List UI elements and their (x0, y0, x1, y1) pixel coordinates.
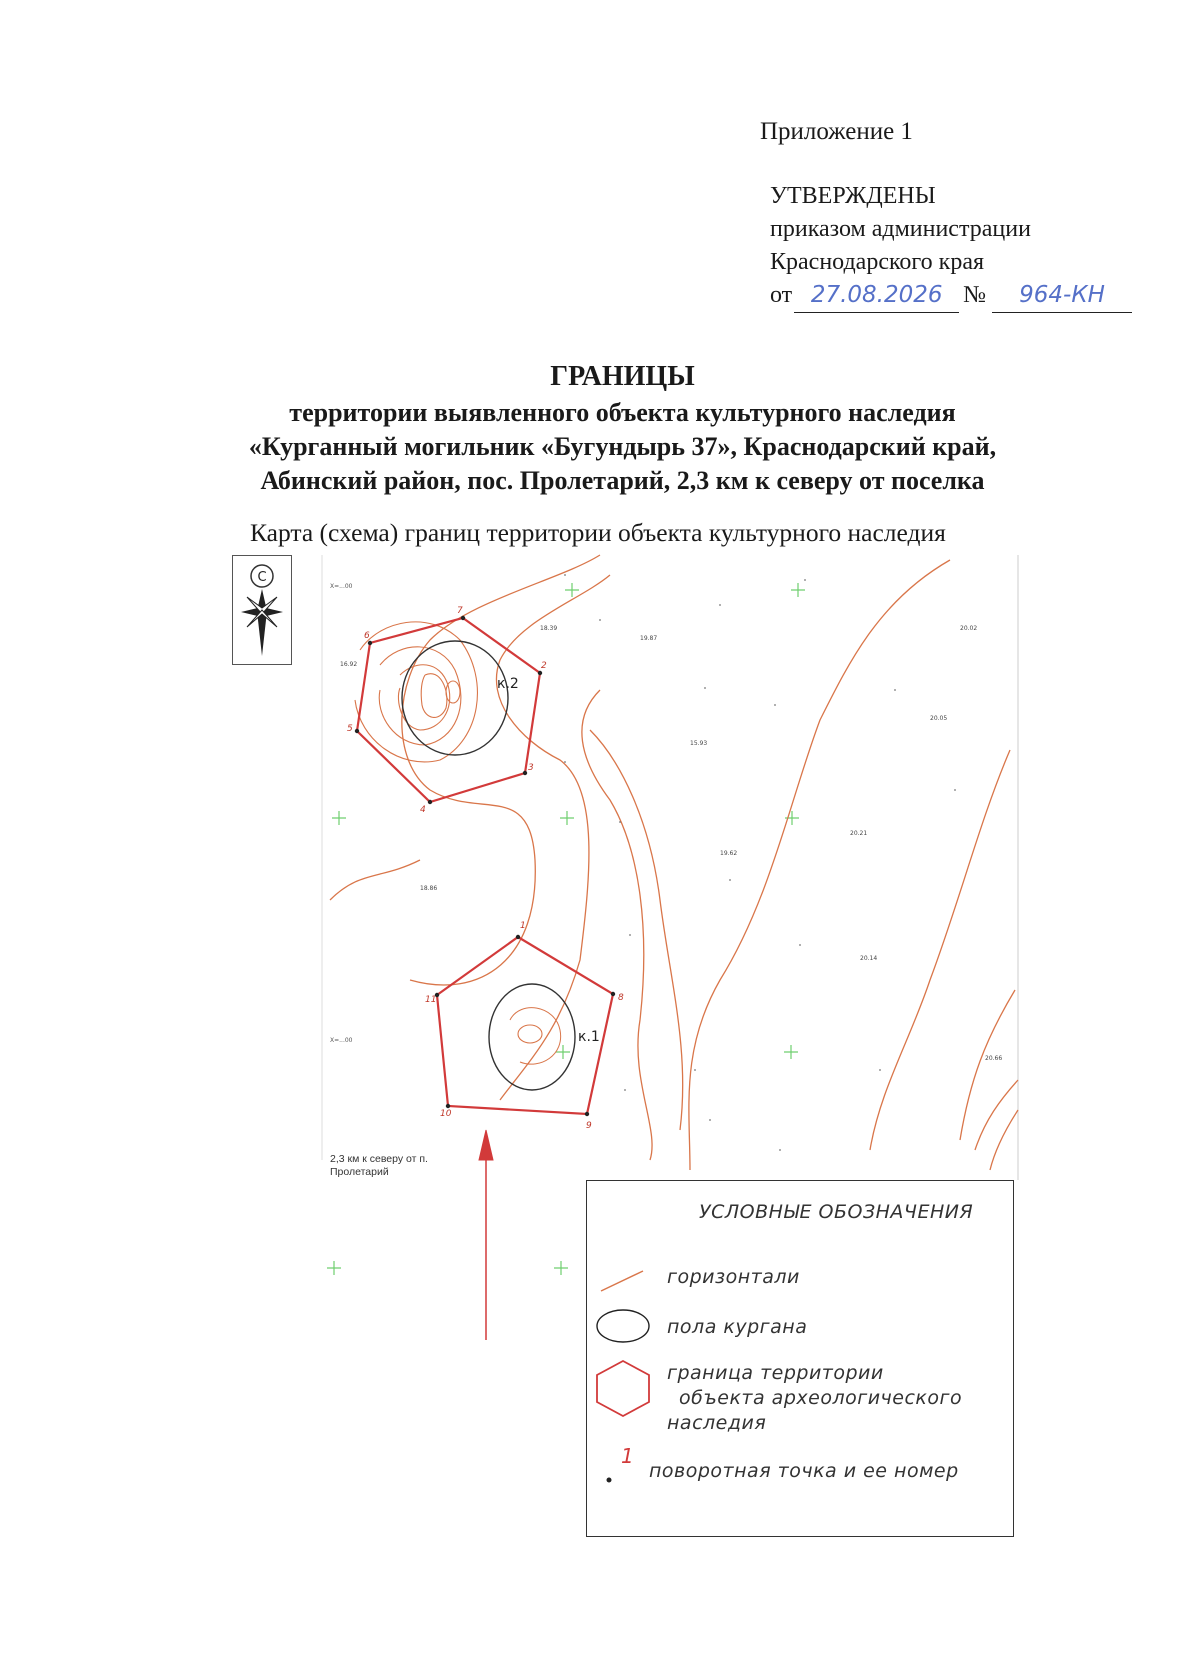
legend-mound-icon (597, 1310, 649, 1342)
approval-heading: УТВЕРЖДЕНЫ (770, 183, 936, 209)
elevation-mark: 20.02 (960, 625, 978, 632)
point-number-2: 2 (541, 661, 547, 671)
elevation-mark: 18.39 (540, 625, 558, 632)
point-number-3: 3 (528, 763, 534, 773)
turning-points (355, 616, 615, 1116)
elevation-mark: 15.93 (690, 740, 708, 747)
legend-boundary-line-1: граница территории (667, 1362, 884, 1384)
approval-line-2: Краснодарского края (770, 249, 985, 275)
point-number-10: 10 (440, 1109, 452, 1119)
direction-arrow-icon (479, 1130, 493, 1340)
appendix-label: Приложение 1 (760, 118, 913, 145)
elevation-mark: 19.62 (720, 850, 738, 857)
legend-boundary-icon (597, 1361, 649, 1416)
turning-point-numbers (347, 606, 624, 1131)
point-number-11: 11 (425, 995, 437, 1005)
legend-point-label: поворотная точка и ее номер (649, 1460, 959, 1482)
elevation-marks (340, 625, 1002, 1062)
point-number-5: 5 (347, 724, 353, 734)
title-line-1: территории выявленного объекта культурного наследия (289, 398, 956, 427)
title-main: ГРАНИЦЫ (550, 361, 695, 392)
compass-letter: С (257, 570, 267, 585)
mound-label-k2: к.2 (497, 676, 519, 692)
approval-date: 27.08.2026 (794, 279, 959, 313)
legend-mound-label: пола кургана (667, 1316, 808, 1338)
grid-label-top: X=...00 (330, 583, 353, 590)
grid-label-bottom: X=...00 (330, 1037, 353, 1044)
map-legend (586, 1180, 1014, 1537)
legend-point-number: 1 (621, 1444, 634, 1468)
legend-boundary-label (667, 1361, 962, 1436)
location-note (330, 1153, 428, 1179)
approval-line-1: приказом администрации (770, 216, 1031, 242)
legend-contour-icon (601, 1271, 643, 1291)
title-line-3: Абинский район, пос. Пролетарий, 2,3 км к северу от поселка (260, 466, 985, 495)
legend-boundary-line-3: наследия (667, 1412, 767, 1434)
elevation-mark: 16.92 (340, 661, 358, 668)
legend-title: УСЛОВНЫЕ ОБОЗНАЧЕНИЯ (699, 1201, 974, 1223)
elevation-mark: 20.21 (850, 830, 868, 837)
mound-2-outline (402, 641, 508, 755)
point-number-9: 9 (586, 1121, 592, 1131)
elevation-mark: 20.05 (930, 715, 948, 722)
point-number-8: 8 (618, 993, 624, 1003)
legend-boundary-line-2: объекта археологического (679, 1387, 963, 1409)
point-number-1: 1 (520, 921, 526, 931)
elevation-mark: 18.86 (420, 885, 438, 892)
mound-label-k1: к.1 (578, 1029, 600, 1045)
number-prefix: № (963, 282, 987, 308)
legend-contours-label: горизонтали (667, 1266, 800, 1288)
map-caption: Карта (схема) границ территории объекта культурного наследия (250, 518, 946, 547)
from-prefix: от (770, 282, 793, 308)
elevation-mark: 20.14 (860, 955, 878, 962)
legend-point-icon (607, 1478, 612, 1483)
boundary-polygon-2 (357, 618, 540, 802)
location-note-line-1: 2,3 км к северу от п. (330, 1153, 428, 1165)
elevation-mark: 20.66 (985, 1055, 1003, 1062)
mound-1-outline (489, 984, 575, 1090)
title-line-2: «Курганный могильник «Бугундырь 37», Краснодарский край, (248, 432, 997, 461)
contour-lines (330, 555, 1018, 1170)
point-number-7: 7 (457, 606, 463, 616)
mound-1-inner-contour (518, 1025, 542, 1043)
location-note-line-2: Пролетарий (330, 1166, 389, 1178)
point-number-6: 6 (364, 631, 370, 641)
elevation-mark: 19.87 (640, 635, 658, 642)
approval-number: 964-КН (992, 279, 1132, 313)
point-number-4: 4 (420, 805, 426, 815)
